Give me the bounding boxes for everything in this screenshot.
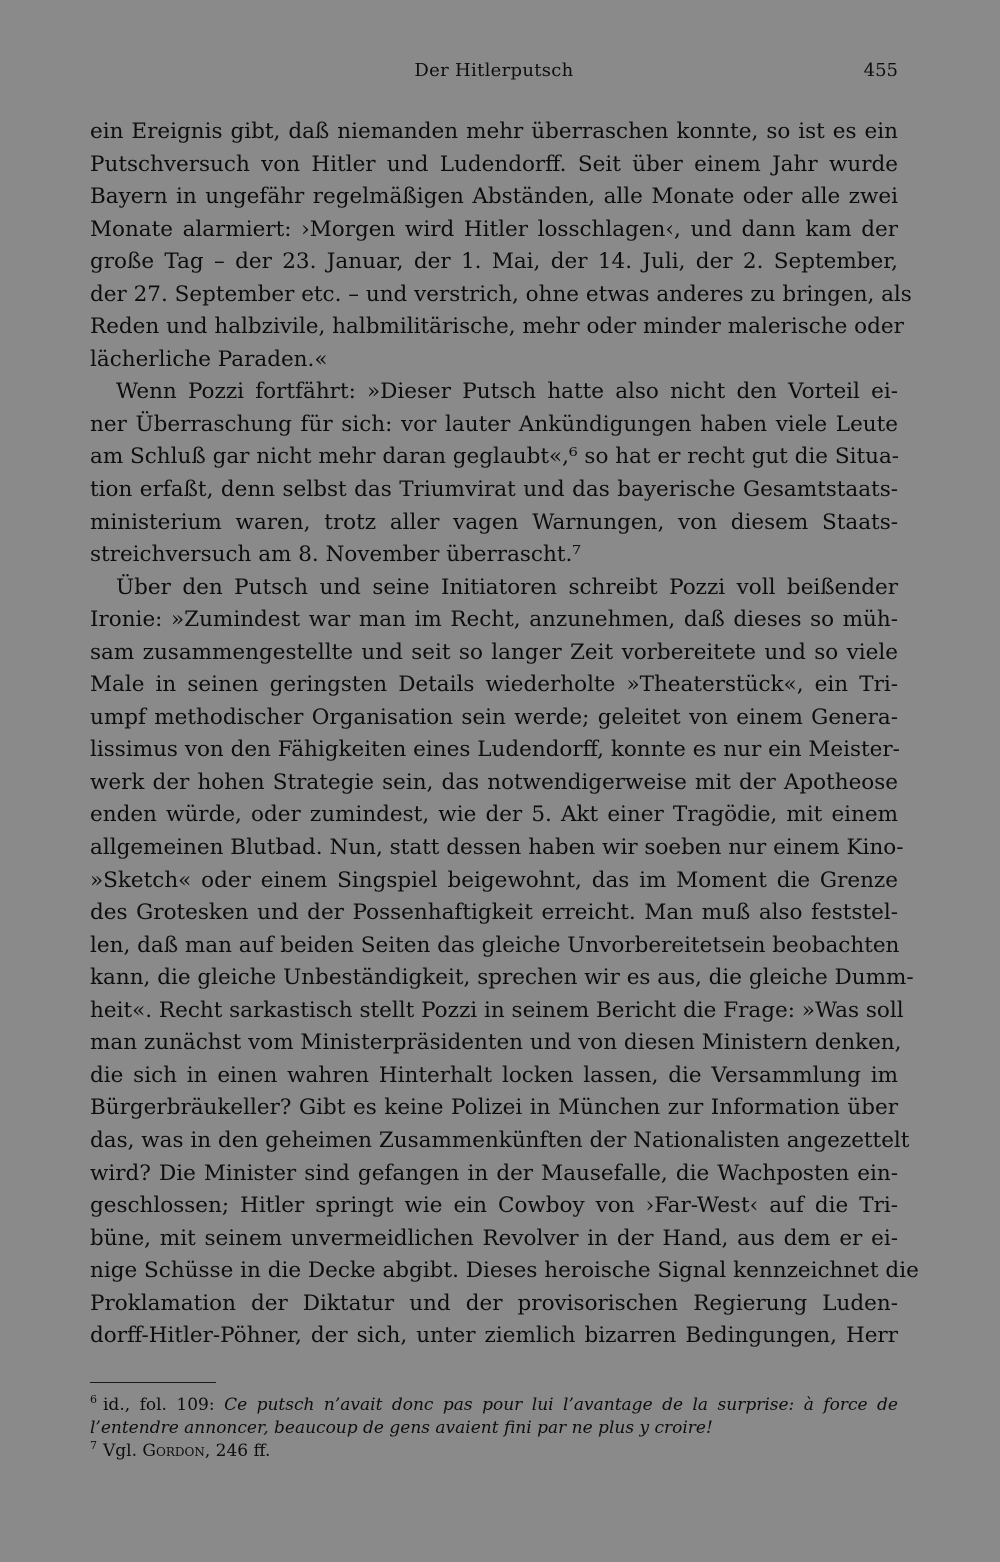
text-line: nige Schüsse in die Decke abgibt. Dieses heroische Signal kennzeichnet die bbox=[90, 1258, 919, 1284]
text-line: wird? Die Minister sind gefangen in der Mausefalle, die Wachposten ein- bbox=[90, 1160, 898, 1186]
text-line: Über den Putsch und seine Initiatoren schreibt Pozzi voll beißender bbox=[116, 574, 898, 600]
text-line: der 27. September etc. – und verstrich, ohne etwas anderes zu bringen, als bbox=[90, 281, 912, 307]
text-line: des Grotesken und der Possenhaftigkeit erreicht. Man muß also feststel- bbox=[90, 900, 898, 926]
page-number: 455 bbox=[863, 60, 898, 81]
text-line: kann, die gleiche Unbeständigkeit, sprechen wir es aus, die gleiche Dumm- bbox=[90, 965, 914, 991]
text-line: enden würde, oder zumindest, wie der 5. Akt einer Tragödie, mit einem bbox=[90, 802, 898, 828]
text-line: das, was in den geheimen Zusammenkünften der Nationalisten angezettelt bbox=[90, 1127, 910, 1153]
text-line: Proklamation der Diktatur und der provisorischen Regierung Luden- bbox=[90, 1290, 898, 1316]
text-line: allgemeinen Blutbad. Nun, statt dessen haben wir soeben nur einem Kino- bbox=[90, 835, 904, 861]
text-line: Bürgerbräukeller? Gibt es keine Polizei in München zur Information über bbox=[90, 1095, 898, 1121]
text-line: Reden und halbzivile, halbmilitärische, mehr oder minder malerische oder bbox=[90, 314, 904, 340]
text-line: geschlossen; Hitler springt wie ein Cowboy von ›Far-West‹ auf die Tri- bbox=[90, 1193, 898, 1219]
text-line: Monate alarmiert: ›Morgen wird Hitler losschlagen‹, und dann kam der bbox=[90, 216, 898, 242]
text-line: man zunächst vom Ministerpräsidenten und von diesen Ministern denken, bbox=[90, 1030, 902, 1056]
text-line: Male in seinen geringsten Details wiederholte »Theaterstück«, ein Tri- bbox=[90, 672, 898, 698]
text-line: ministerium waren, trotz aller vagen Warnungen, von diesem Staats- bbox=[90, 509, 898, 535]
text-line: Putschversuch von Hitler und Ludendorff. Seit über einem Jahr wurde bbox=[90, 151, 898, 177]
text-line: lissimus von den Fähigkeiten eines Ludendorff, konnte es nur ein Meister- bbox=[90, 737, 900, 763]
text-line: umpf methodischer Organisation sein werde; geleitet von einem Genera- bbox=[90, 704, 898, 730]
text-line: am Schluß gar nicht mehr daran geglaubt«,⁶ so hat er recht gut die Situa- bbox=[90, 444, 900, 470]
text-line: Wenn Pozzi fortfährt: »Dieser Putsch hatte also nicht den Vorteil ei- bbox=[116, 379, 898, 405]
footnote-divider bbox=[90, 1382, 216, 1383]
footnotes bbox=[90, 1394, 898, 1463]
text-line: heit«. Recht sarkastisch stellt Pozzi in seinem Bericht die Frage: »Was soll bbox=[90, 997, 904, 1023]
footnote-7 bbox=[90, 1440, 898, 1463]
footnote-marker: 6 bbox=[90, 1393, 97, 1407]
text-line: büne, mit seinem unvermeidlichen Revolver in der Hand, aus dem er ei- bbox=[90, 1225, 898, 1251]
text-line: tion erfaßt, denn selbst das Triumvirat und das bayerische Gesamtstaats- bbox=[90, 477, 898, 503]
footnote-6 bbox=[90, 1394, 898, 1417]
text-line: len, daß man auf beiden Seiten das gleiche Unvorbereitetsein beobachten bbox=[90, 932, 900, 958]
text-line: ner Überraschung für sich: vor lauter Ankündigungen haben viele Leute bbox=[90, 411, 898, 437]
text-line: die sich in einen wahren Hinterhalt locken lassen, die Versammlung im bbox=[90, 1062, 898, 1088]
text-line: werk der hohen Strategie sein, das notwendigerweise mit der Apotheose bbox=[90, 769, 898, 795]
text-line: »Sketch« oder einem Singspiel beigewohnt, das im Moment die Grenze bbox=[90, 867, 898, 893]
running-title: Der Hitlerputsch bbox=[414, 60, 574, 81]
text-line: ein Ereignis gibt, daß niemanden mehr überraschen konnte, so ist es ein bbox=[90, 119, 898, 144]
text-line: sam zusammengestellte und seit so langer Zeit vorbereitete und so viele bbox=[90, 639, 898, 665]
footnote-source: id., fol. 109: bbox=[103, 1395, 215, 1415]
footnote-quote: l’entendre annoncer, beaucoup de gens avaient fini par ne plus y croire! bbox=[90, 1418, 713, 1438]
text-line: große Tag – der 23. Januar, der 1. Mai, der 14. Juli, der 2. September, bbox=[90, 249, 898, 275]
text-line: Bayern in ungefähr regelmäßigen Abständen, alle Monate oder alle zwei bbox=[90, 184, 898, 210]
page-header bbox=[90, 60, 898, 86]
footnote-author: Gordon bbox=[142, 1441, 205, 1461]
text-line: dorff-Hitler-Pöhner, der sich, unter ziemlich bizarren Bedingungen, Herr bbox=[90, 1323, 898, 1349]
footnote-6-continued bbox=[90, 1417, 898, 1440]
text-line: Ironie: »Zumindest war man im Recht, anzunehmen, daß dieses so müh- bbox=[90, 607, 898, 633]
footnote-quote: Ce putsch n’avait donc pas pour lui l’avantage de la surprise: à force de bbox=[224, 1395, 898, 1415]
text-line: lächerliche Paraden.« bbox=[90, 346, 328, 372]
footnote-pages: , 246 ff. bbox=[204, 1441, 271, 1461]
footnote-prefix: Vgl. bbox=[103, 1441, 137, 1461]
body-text bbox=[90, 116, 919, 1353]
footnote-marker: 7 bbox=[90, 1439, 97, 1453]
text-line: streichversuch am 8. November überrascht.⁷ bbox=[90, 542, 581, 568]
